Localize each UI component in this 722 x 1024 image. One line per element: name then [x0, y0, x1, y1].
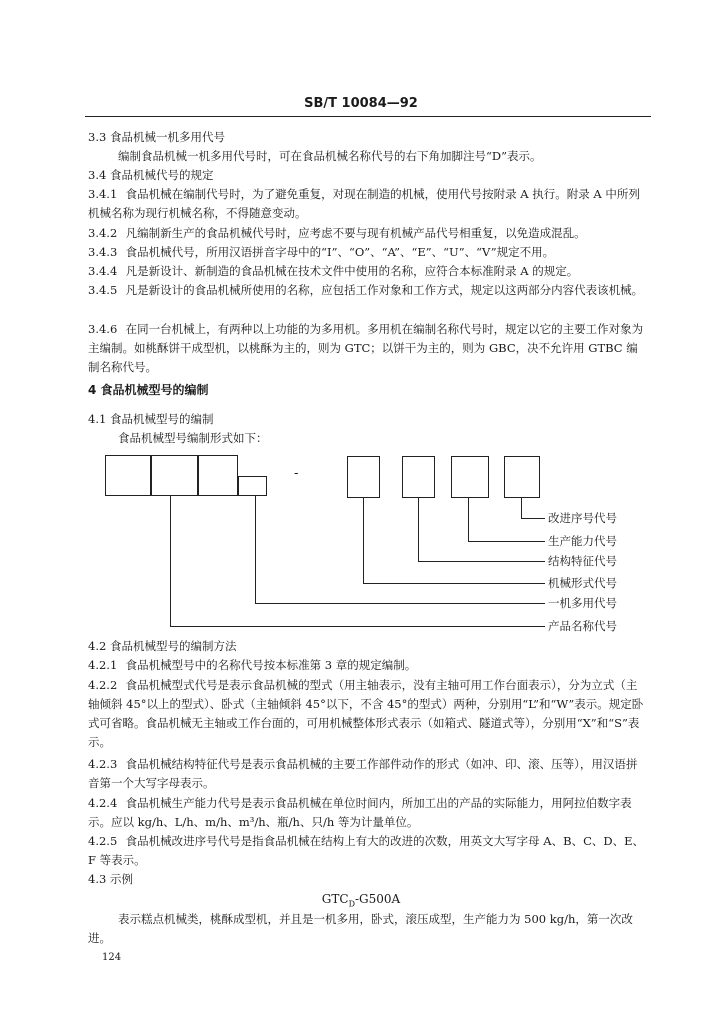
connector-line: [521, 518, 545, 519]
clause-text: 食品机械改进序号代号是指食品机械在结构上有大的改进的次数，用英文大写字母 A、B、C、D、E、F 等表示。: [88, 834, 644, 867]
clause-number: 3.4.3: [88, 245, 118, 259]
model-code-main: GTC: [321, 892, 349, 906]
heading-4-3: 4.3 示例: [88, 872, 133, 886]
clause-4-2-4: [88, 794, 648, 832]
name-code-box-3: [198, 455, 238, 496]
clause-number: 3.4.6: [88, 322, 118, 336]
clause-text: 食品机械在编制代号时，为了避免重复，对现在制造的机械，使用代号按附录 A 执行。附录 A 中所列机械名称为现行机械名称，不得随意变动。: [88, 187, 640, 220]
example-description: 表示糕点机械类，桃酥成型机，并且是一机多用，卧式，滚压成型，生产能力为 500 kg/h，第一次改进。: [88, 912, 633, 945]
clause-3-4-5: [88, 281, 648, 300]
clause-4-2-3: [88, 755, 648, 793]
clause-text: 凡是新设计、新制造的食品机械在技术文件中使用的名称，应符合本标准附录 A 的规定。: [125, 264, 579, 278]
heading-3-3: 3.3 食品机械一机多用代号: [88, 130, 225, 144]
clause-number: 4.2.2: [88, 678, 118, 692]
structure-code-box: [402, 456, 435, 498]
label-revision-code: 改进序号代号: [548, 511, 617, 525]
form-code-box: [347, 456, 380, 498]
clause-4-2-2: [88, 676, 648, 752]
connector-line: [255, 496, 256, 604]
clause-text: 食品机械生产能力代号是表示食品机械在单位时间内，所加工出的产品的实际能力，用阿拉伯数字表示。应以 kg/h、L/h、m/h、m³/h、瓶/h、只/h 等为计量单位。: [88, 796, 632, 829]
example-model-code: [0, 892, 722, 908]
label-capacity-code: 生产能力代号: [548, 534, 617, 548]
label-multi-use-code: 一机多用代号: [548, 596, 617, 610]
heading-4-2: 4.2 食品机械型号的编制方法: [88, 639, 237, 653]
page-number: 124: [102, 952, 122, 963]
connector-line: [363, 498, 364, 584]
clause-text: 凡是新设计的食品机械所使用的名称，应包括工作对象和工作方式，规定以这两部分内容代表该机械。: [125, 283, 644, 297]
separator-dash: -: [294, 466, 299, 481]
connector-line: [521, 498, 522, 519]
clause-text: 食品机械代号，所用汉语拼音字母中的“I”、“O”、“A”、“E”、“U”、“V”规定不用。: [125, 245, 555, 259]
para-4-1-intro: 食品机械型号编制形式如下：: [118, 431, 268, 445]
label-form-code: 机械形式代号: [548, 576, 617, 590]
model-code-rest: -G500A: [354, 892, 401, 906]
connector-line: [255, 603, 545, 604]
clause-3-4-6: [88, 320, 648, 377]
clause-text: 食品机械型号中的名称代号按本标准第 3 章的规定编制。: [125, 658, 417, 672]
connector-line: [468, 541, 545, 542]
clause-number: 4.2.5: [88, 834, 118, 848]
clause-text: 食品机械型式代号是表示食品机械的型式（用主轴表示，没有主轴可用工作台面表示），分为立式（主轴倾斜 45°以上的型式）、卧式（主轴倾斜 45°以下，不含 45°的型式）两种，分别用“L”和“W”表示。规定卧式可省略。食品机械无主轴或工作台面的，可用机械整体形式表示（如箱式、隧道式等），分别用“X”和“S”表示。: [88, 678, 644, 749]
clause-3-4-1: [88, 185, 648, 223]
connector-line: [468, 498, 469, 542]
label-product-name-code: 产品名称代号: [548, 619, 617, 633]
connector-line: [170, 496, 171, 627]
model-code-sub: D: [348, 899, 355, 909]
connector-line: [363, 583, 545, 584]
multi-use-code-box: [238, 476, 267, 496]
clause-number: 3.4.5: [88, 283, 118, 297]
clause-text: 食品机械结构特征代号是表示食品机械的主要工作部件动作的形式（如冲、印、滚、压等），用汉语拼音第一个大写字母表示。: [88, 757, 638, 790]
clause-3-4-3: [88, 243, 648, 262]
header-rule: [85, 116, 651, 117]
clause-number: 4.2.4: [88, 796, 118, 810]
connector-line: [170, 626, 545, 627]
clause-3-4-4: [88, 262, 648, 281]
label-structure-code: 结构特征代号: [548, 554, 617, 568]
connector-line: [418, 561, 545, 562]
clause-number: 3.4.1: [88, 187, 118, 201]
name-code-box-2: [151, 455, 198, 496]
heading-4-1: 4.1 食品机械型号的编制: [88, 412, 214, 426]
clause-number: 4.2.3: [88, 757, 118, 771]
connector-line: [418, 498, 419, 562]
para-3-3: 编制食品机械一机多用代号时，可在食品机械名称代号的右下角加脚注号“D”表示。: [118, 149, 542, 163]
clause-4-2-1: [88, 656, 648, 675]
clause-text: 凡编制新生产的食品机械代号时，应考虑不要与现有机械产品代号相重复，以免造成混乱。: [125, 226, 586, 240]
heading-3-4: 3.4 食品机械代号的规定: [88, 168, 214, 182]
page-header-title: SB/T 10084—92: [304, 96, 418, 111]
clause-4-2-5: [88, 832, 648, 870]
clause-number: 3.4.2: [88, 226, 118, 240]
capacity-code-box: [451, 456, 489, 498]
clause-number: 3.4.4: [88, 264, 118, 278]
revision-code-box: [504, 456, 540, 498]
name-code-box-1: [105, 455, 151, 496]
clause-3-4-2: [88, 224, 648, 243]
heading-4: 4 食品机械型号的编制: [88, 383, 209, 397]
clause-number: 4.2.1: [88, 658, 118, 672]
clause-text: 在同一台机械上，有两种以上功能的为多用机。多用机在编制名称代号时，规定以它的主要工作对象为主编制。如桃酥饼干成型机，以桃酥为主的，则为 GTC；以饼干为主的，则为 GBC，决不允许用 GTBC 编制名称代号。: [88, 322, 644, 374]
